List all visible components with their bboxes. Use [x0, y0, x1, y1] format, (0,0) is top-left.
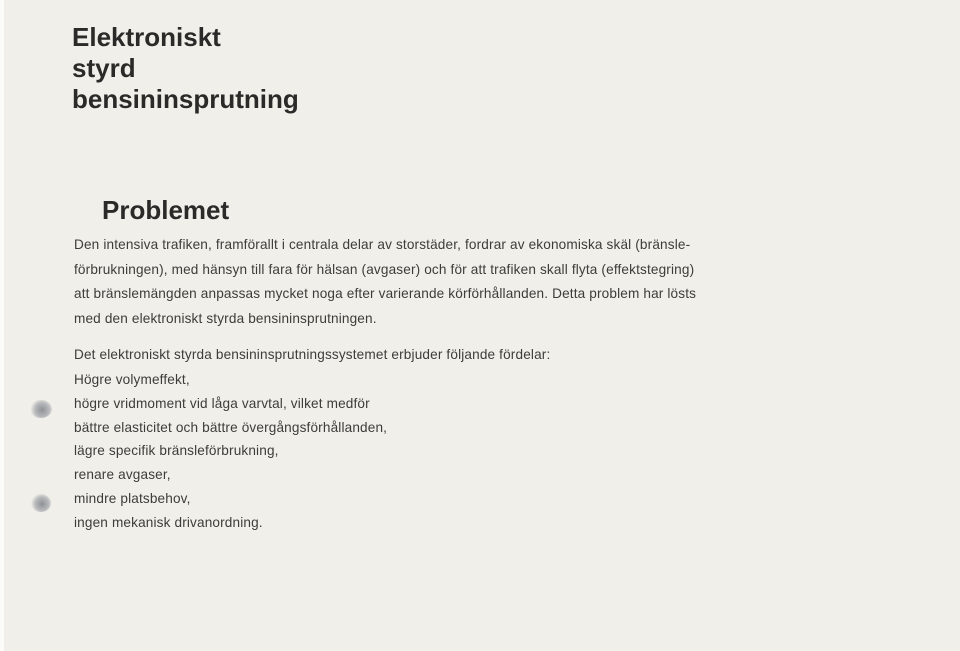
- binding-hole-mark: [31, 494, 51, 512]
- paragraph-line: med den elektroniskt styrda bensininsprutningen.: [74, 310, 377, 326]
- paragraph-line: Den intensiva trafiken, framförallt i centrala delar av storstäder, fordrar av ekonomiska skäl (bränsle-: [74, 237, 691, 252]
- document-title: [72, 22, 492, 115]
- intro-paragraph: [74, 233, 696, 331]
- advantages-intro: Det elektroniskt styrda bensininsprutningssystemet erbjuder följande fördelar:: [74, 347, 551, 362]
- title-line: Elektroniskt: [72, 22, 221, 52]
- paragraph-line: förbrukningen), med hänsyn till fara för hälsan (avgaser) och för att trafiken skall flyta (effektstegring): [74, 261, 695, 277]
- list-item: ingen mekanisk drivanordning.: [74, 514, 263, 530]
- title-line: bensininsprutning: [72, 84, 299, 114]
- list-item: mindre platsbehov,: [74, 490, 191, 506]
- paragraph-line: att bränslemängden anpassas mycket noga efter varierande körförhållanden. Detta problem har lösts: [74, 286, 697, 301]
- list-item: Högre volymeffekt,: [74, 372, 190, 387]
- list-item: bättre elasticitet och bättre övergångsförhållanden,: [74, 419, 388, 435]
- page-edge: [0, 0, 4, 651]
- list-item: renare avgaser,: [74, 467, 171, 483]
- section-heading: Problemet: [102, 195, 230, 225]
- list-item: högre vridmoment vid låga varvtal, vilket medför: [74, 395, 370, 411]
- title-line: styrd: [72, 53, 136, 83]
- list-item: lägre specifik bränsleförbrukning,: [74, 443, 279, 459]
- advantages-list: [74, 368, 387, 535]
- binding-hole-mark: [30, 400, 52, 418]
